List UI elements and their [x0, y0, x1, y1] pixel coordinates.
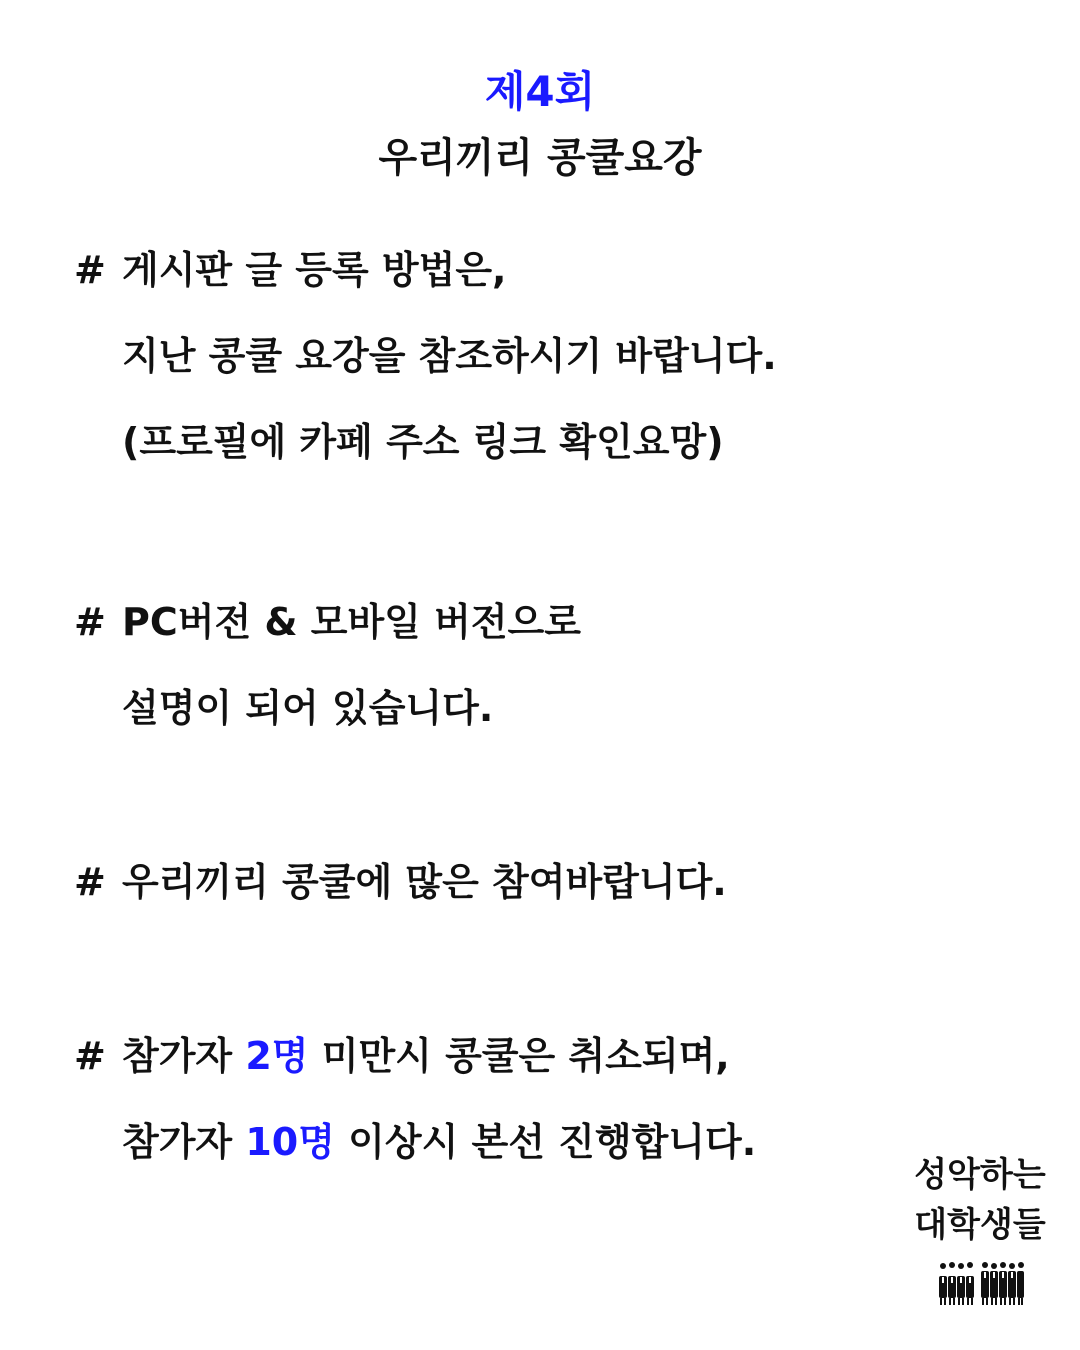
section4-line1-post: 미만시 콩쿨은 취소되며,	[308, 1034, 730, 1078]
final-participants: 10명	[245, 1120, 335, 1164]
bullet-hash: #	[74, 600, 106, 644]
bullet-hash: #	[74, 1034, 106, 1078]
choir-figures-icon	[935, 1260, 1025, 1306]
brand-line2: 대학생들	[914, 1205, 1046, 1245]
section2-line1: PC버전 & 모바일 버전으로	[122, 600, 581, 644]
section4-line2-post: 이상시 본선 진행합니다.	[334, 1120, 757, 1164]
section4-line2	[122, 1114, 756, 1170]
section3-line1: 우리끼리 콩쿨에 많은 참여바랍니다.	[122, 860, 727, 904]
edition-title: 제4회	[484, 67, 596, 116]
section2-line2: 설명이 되어 있습니다.	[122, 686, 494, 730]
section1-line3: (프로필에 카페 주소 링크 확인요망)	[122, 420, 724, 464]
brand-line1: 성악하는	[914, 1155, 1046, 1195]
section1-line2: 지난 콩쿨 요강을 참조하시기 바랍니다.	[122, 334, 777, 378]
brand-logo	[900, 1150, 1060, 1306]
section4-line1	[122, 1028, 730, 1084]
section4-line2-pre: 참가자	[122, 1120, 246, 1164]
bullet-hash: #	[74, 248, 106, 292]
section1-line1: 게시판 글 등록 방법은,	[122, 248, 507, 292]
section4-line1-pre: 참가자	[122, 1034, 246, 1078]
min-participants: 2명	[245, 1034, 309, 1078]
page-title: 우리끼리 콩쿨요강	[378, 135, 702, 181]
bullet-hash: #	[74, 860, 106, 904]
